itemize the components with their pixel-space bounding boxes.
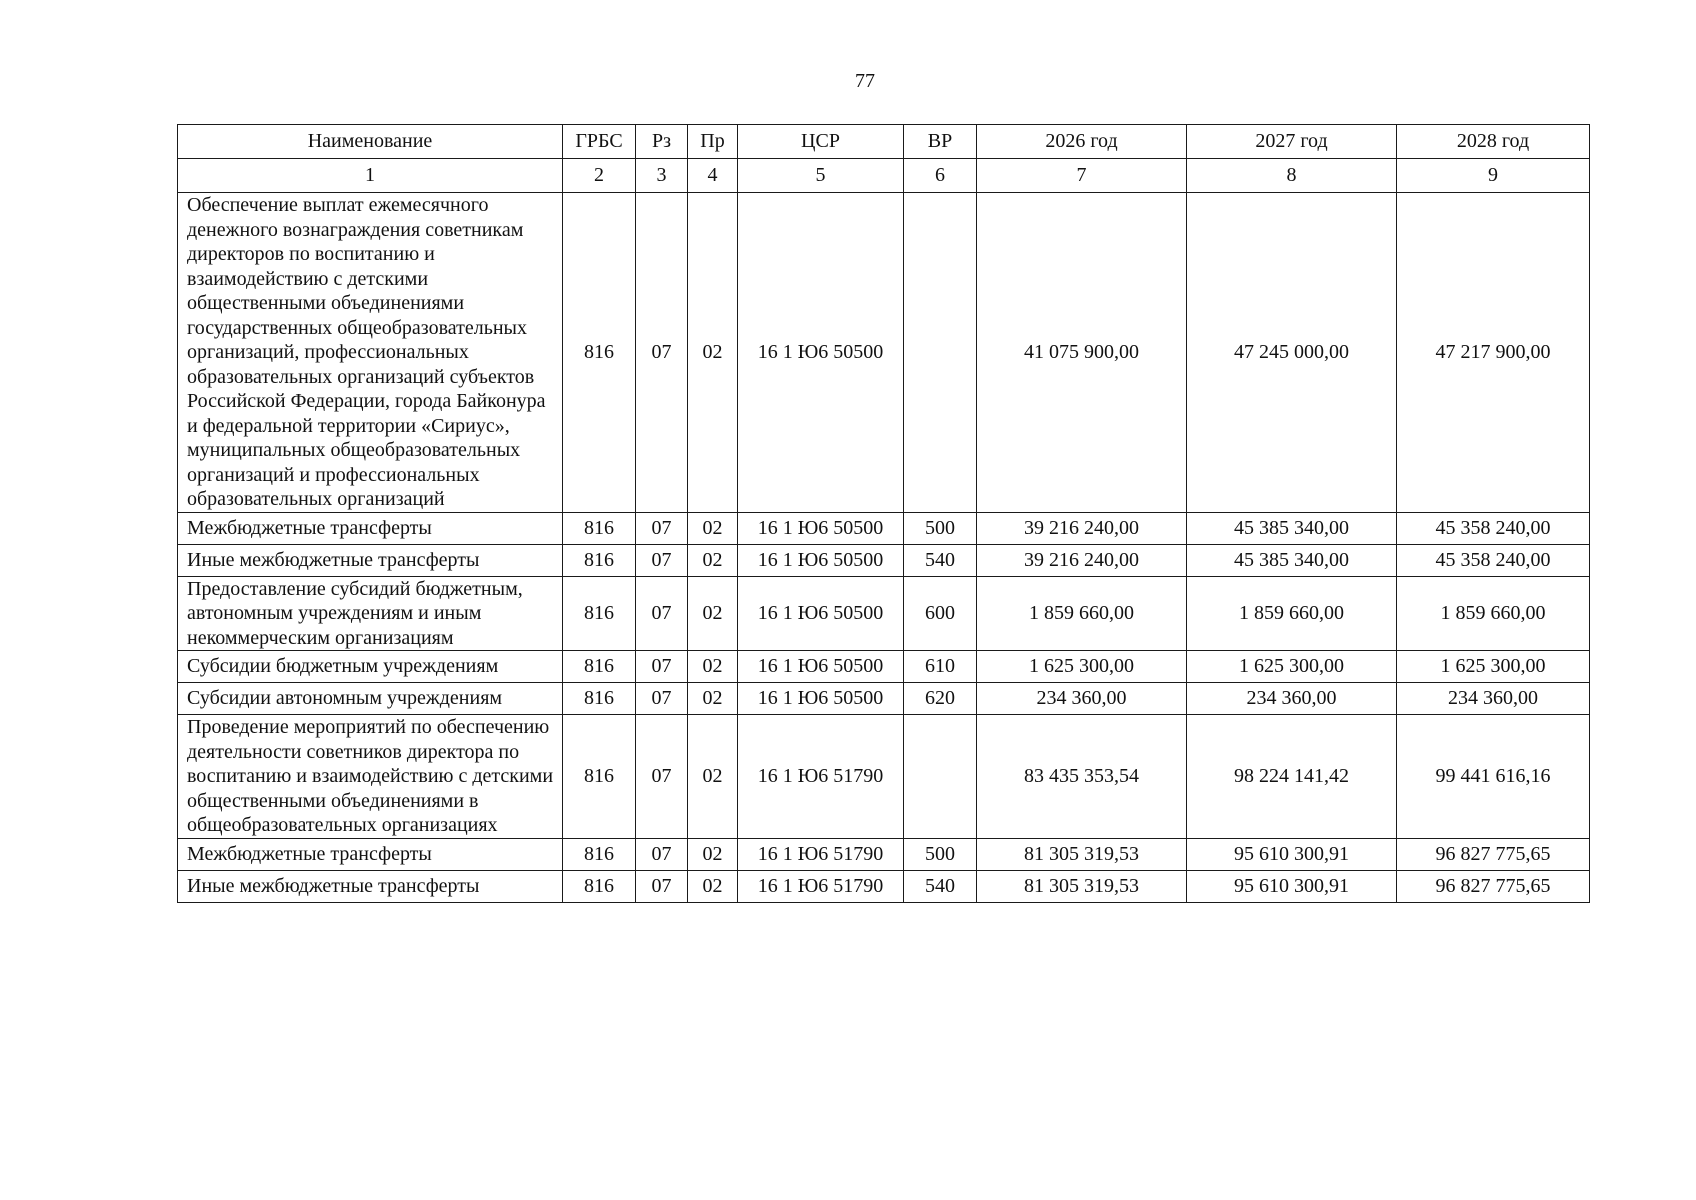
csr-cell: 16 1 Ю6 50500 (738, 544, 904, 576)
amount-2026-cell: 81 305 319,53 (977, 838, 1187, 870)
pr-cell: 02 (688, 683, 738, 715)
table-row (178, 838, 1590, 870)
vr-cell: 500 (904, 838, 977, 870)
header-cell: Наименование (178, 125, 563, 159)
amount-2027-cell: 45 385 340,00 (1187, 544, 1397, 576)
header-cell: ГРБС (563, 125, 636, 159)
amount-2028-cell: 45 358 240,00 (1397, 544, 1590, 576)
pr-cell: 02 (688, 193, 738, 513)
table-header-row (178, 125, 1590, 159)
column-number-cell: 9 (1397, 159, 1590, 193)
csr-cell: 16 1 Ю6 50500 (738, 576, 904, 651)
vr-cell: 610 (904, 651, 977, 683)
amount-2026-cell: 1 859 660,00 (977, 576, 1187, 651)
amount-2026-cell: 81 305 319,53 (977, 870, 1187, 902)
name-cell: Предоставление субсидий бюджетным, автономным учреждениям и иным некоммерческим организациям (178, 576, 563, 651)
amount-2027-cell: 234 360,00 (1187, 683, 1397, 715)
csr-cell: 16 1 Ю6 51790 (738, 715, 904, 839)
name-cell: Межбюджетные трансферты (178, 838, 563, 870)
rz-cell: 07 (636, 838, 688, 870)
amount-2026-cell: 234 360,00 (977, 683, 1187, 715)
table-row (178, 870, 1590, 902)
name-cell: Субсидии бюджетным учреждениям (178, 651, 563, 683)
rz-cell: 07 (636, 651, 688, 683)
table-row (178, 544, 1590, 576)
grbs-cell: 816 (563, 576, 636, 651)
vr-cell: 500 (904, 512, 977, 544)
amount-2026-cell: 41 075 900,00 (977, 193, 1187, 513)
name-cell: Иные межбюджетные трансферты (178, 870, 563, 902)
column-number-cell: 8 (1187, 159, 1397, 193)
csr-cell: 16 1 Ю6 50500 (738, 512, 904, 544)
grbs-cell: 816 (563, 838, 636, 870)
csr-cell: 16 1 Ю6 50500 (738, 651, 904, 683)
amount-2028-cell: 45 358 240,00 (1397, 512, 1590, 544)
amount-2026-cell: 1 625 300,00 (977, 651, 1187, 683)
amount-2026-cell: 83 435 353,54 (977, 715, 1187, 839)
table-row (178, 512, 1590, 544)
column-number-cell: 7 (977, 159, 1187, 193)
amount-2028-cell: 1 859 660,00 (1397, 576, 1590, 651)
amount-2027-cell: 98 224 141,42 (1187, 715, 1397, 839)
table-row (178, 651, 1590, 683)
vr-cell (904, 193, 977, 513)
vr-cell: 600 (904, 576, 977, 651)
column-number-cell: 5 (738, 159, 904, 193)
pr-cell: 02 (688, 544, 738, 576)
header-cell: ЦСР (738, 125, 904, 159)
vr-cell (904, 715, 977, 839)
column-number-cell: 2 (563, 159, 636, 193)
pr-cell: 02 (688, 576, 738, 651)
column-number-cell: 3 (636, 159, 688, 193)
name-cell: Проведение мероприятий по обеспечению деятельности советников директора по воспитанию и взаимодействию с детскими общественными объединениями в общеобразовательных организациях (178, 715, 563, 839)
grbs-cell: 816 (563, 193, 636, 513)
amount-2028-cell: 96 827 775,65 (1397, 838, 1590, 870)
name-cell: Межбюджетные трансферты (178, 512, 563, 544)
amount-2028-cell: 47 217 900,00 (1397, 193, 1590, 513)
pr-cell: 02 (688, 715, 738, 839)
pr-cell: 02 (688, 512, 738, 544)
column-number-cell: 1 (178, 159, 563, 193)
header-cell: 2027 год (1187, 125, 1397, 159)
name-cell: Иные межбюджетные трансферты (178, 544, 563, 576)
amount-2028-cell: 99 441 616,16 (1397, 715, 1590, 839)
amount-2027-cell: 1 859 660,00 (1187, 576, 1397, 651)
amount-2027-cell: 1 625 300,00 (1187, 651, 1397, 683)
name-cell: Обеспечение выплат ежемесячного денежного вознаграждения советникам директоров по воспитанию и взаимодействию с детскими общественными объединениями государственных общеобразовательных организаций, профессиональных образовательных организаций субъектов Российской Федерации, города Байконура и федеральной территории «Сириус», муниципальных общеобразовательных организаций и профессиональных образовательных организаций (178, 193, 563, 513)
name-cell: Субсидии автономным учреждениям (178, 683, 563, 715)
budget-table (177, 124, 1590, 903)
pr-cell: 02 (688, 870, 738, 902)
csr-cell: 16 1 Ю6 51790 (738, 870, 904, 902)
amount-2028-cell: 234 360,00 (1397, 683, 1590, 715)
table-row (178, 715, 1590, 839)
grbs-cell: 816 (563, 544, 636, 576)
header-cell: 2026 год (977, 125, 1187, 159)
vr-cell: 540 (904, 544, 977, 576)
rz-cell: 07 (636, 193, 688, 513)
grbs-cell: 816 (563, 870, 636, 902)
pr-cell: 02 (688, 838, 738, 870)
csr-cell: 16 1 Ю6 51790 (738, 838, 904, 870)
header-cell: 2028 год (1397, 125, 1590, 159)
amount-2027-cell: 47 245 000,00 (1187, 193, 1397, 513)
rz-cell: 07 (636, 870, 688, 902)
column-number-row (178, 159, 1590, 193)
pr-cell: 02 (688, 651, 738, 683)
grbs-cell: 816 (563, 512, 636, 544)
rz-cell: 07 (636, 576, 688, 651)
page-number: 77 (855, 70, 875, 92)
table-row (178, 683, 1590, 715)
grbs-cell: 816 (563, 715, 636, 839)
csr-cell: 16 1 Ю6 50500 (738, 193, 904, 513)
table-row (178, 576, 1590, 651)
rz-cell: 07 (636, 683, 688, 715)
column-number-cell: 6 (904, 159, 977, 193)
vr-cell: 620 (904, 683, 977, 715)
grbs-cell: 816 (563, 651, 636, 683)
amount-2028-cell: 96 827 775,65 (1397, 870, 1590, 902)
rz-cell: 07 (636, 512, 688, 544)
amount-2026-cell: 39 216 240,00 (977, 544, 1187, 576)
amount-2028-cell: 1 625 300,00 (1397, 651, 1590, 683)
vr-cell: 540 (904, 870, 977, 902)
csr-cell: 16 1 Ю6 50500 (738, 683, 904, 715)
header-cell: ВР (904, 125, 977, 159)
column-number-cell: 4 (688, 159, 738, 193)
rz-cell: 07 (636, 715, 688, 839)
amount-2027-cell: 45 385 340,00 (1187, 512, 1397, 544)
grbs-cell: 816 (563, 683, 636, 715)
header-cell: Пр (688, 125, 738, 159)
rz-cell: 07 (636, 544, 688, 576)
amount-2027-cell: 95 610 300,91 (1187, 870, 1397, 902)
table-row (178, 193, 1590, 513)
amount-2027-cell: 95 610 300,91 (1187, 838, 1397, 870)
amount-2026-cell: 39 216 240,00 (977, 512, 1187, 544)
header-cell: Рз (636, 125, 688, 159)
